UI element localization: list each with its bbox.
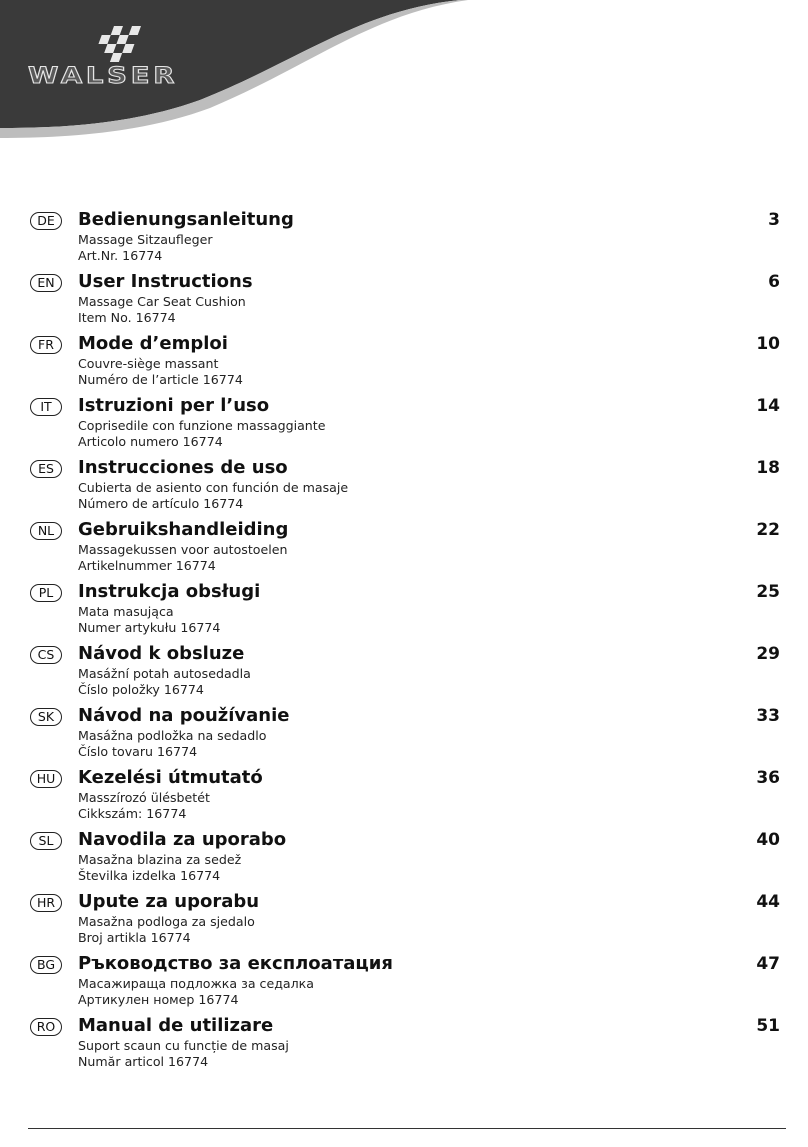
article-number: Številka izdelka 16774 [78, 867, 221, 883]
page-number: 14 [756, 396, 780, 416]
language-code-badge: DE [30, 212, 62, 230]
page-number: 29 [756, 644, 780, 664]
page-number: 10 [756, 334, 780, 354]
language-code-badge: PL [30, 584, 62, 602]
section-title: Istruzioni per l’uso [78, 395, 270, 416]
product-name: Masážní potah autosedadla [78, 666, 251, 681]
toc-entry[interactable] [0, 208, 808, 270]
language-code-badge: SL [30, 832, 62, 850]
section-title: Mode d’emploi [78, 333, 228, 354]
product-name: Masažna podloga za sjedalo [78, 914, 255, 929]
section-title: Instrukcja obsługi [78, 581, 261, 602]
product-name: Mata masująca [78, 604, 174, 619]
page-number: 51 [756, 1016, 780, 1036]
language-code-badge: HR [30, 894, 62, 912]
toc-entry[interactable] [0, 828, 808, 890]
page-number: 33 [756, 706, 780, 726]
toc-entry[interactable] [0, 394, 808, 456]
product-name: Масажираща подложка за седалка [78, 976, 315, 991]
toc-entry[interactable] [0, 1014, 808, 1076]
page-number: 25 [756, 582, 780, 602]
article-number: Артикулен номер 16774 [78, 991, 239, 1007]
language-code-badge: FR [30, 336, 62, 354]
article-number: Item No. 16774 [78, 309, 176, 325]
toc-entry[interactable] [0, 518, 808, 580]
product-name: Masažna blazina za sedež [78, 852, 242, 867]
product-name: Masszírozó ülésbetét [78, 790, 210, 805]
toc-entry[interactable] [0, 270, 808, 332]
page-number: 6 [768, 272, 780, 292]
article-number: Număr articol 16774 [78, 1053, 209, 1069]
section-title: Kezelési útmutató [78, 767, 263, 788]
language-code-badge: ES [30, 460, 62, 478]
page-number: 3 [768, 210, 780, 230]
language-code-badge: HU [30, 770, 62, 788]
article-number: Broj artikla 16774 [78, 929, 191, 945]
article-number: Číslo tovaru 16774 [78, 743, 198, 759]
article-number: Cikkszám: 16774 [78, 805, 187, 821]
product-name: Massage Car Seat Cushion [78, 294, 246, 309]
page-number: 40 [756, 830, 780, 850]
product-name: Masážna podložka na sedadlo [78, 728, 267, 743]
article-number: Numéro de l’article 16774 [78, 371, 243, 387]
table-of-contents [0, 208, 808, 1076]
section-title: Upute za uporabu [78, 891, 260, 912]
toc-entry[interactable] [0, 952, 808, 1014]
language-code-badge: NL [30, 522, 62, 540]
bottom-divider [28, 1128, 786, 1129]
article-number: Číslo položky 16774 [78, 681, 204, 697]
page-number: 22 [756, 520, 780, 540]
section-title: User Instructions [78, 271, 253, 292]
section-title: Bedienungsanleitung [78, 209, 294, 230]
product-name: Coprisedile con funzione massaggiante [78, 418, 326, 433]
page-number: 47 [756, 954, 780, 974]
language-code-badge: RO [30, 1018, 62, 1036]
product-name: Massagekussen voor autostoelen [78, 542, 288, 557]
toc-entry[interactable] [0, 642, 808, 704]
brand-logo-text: WALSER [28, 64, 179, 89]
language-code-badge: IT [30, 398, 62, 416]
language-code-badge: EN [30, 274, 62, 292]
article-number: Articolo numero 16774 [78, 433, 223, 449]
language-code-badge: BG [30, 956, 62, 974]
toc-entry[interactable] [0, 766, 808, 828]
section-title: Návod na používanie [78, 705, 290, 726]
product-name: Suport scaun cu funcție de masaj [78, 1038, 289, 1053]
product-name: Massage Sitzaufleger [78, 232, 213, 247]
page-number: 44 [756, 892, 780, 912]
section-title: Gebruikshandleiding [78, 519, 289, 540]
toc-entry[interactable] [0, 890, 808, 952]
page-number: 18 [756, 458, 780, 478]
section-title: Návod k obsluze [78, 643, 245, 664]
language-code-badge: SK [30, 708, 62, 726]
page-number: 36 [756, 768, 780, 788]
article-number: Art.Nr. 16774 [78, 247, 163, 263]
article-number: Numer artykułu 16774 [78, 619, 221, 635]
toc-entry[interactable] [0, 580, 808, 642]
section-title: Ръководство за експлоатация [78, 953, 393, 974]
section-title: Instrucciones de uso [78, 457, 288, 478]
toc-entry[interactable] [0, 704, 808, 766]
section-title: Manual de utilizare [78, 1015, 274, 1036]
toc-entry[interactable] [0, 456, 808, 518]
product-name: Couvre-siège massant [78, 356, 219, 371]
article-number: Artikelnummer 16774 [78, 557, 216, 573]
language-code-badge: CS [30, 646, 62, 664]
toc-entry[interactable] [0, 332, 808, 394]
product-name: Cubierta de asiento con función de masaje [78, 480, 349, 495]
article-number: Número de artículo 16774 [78, 495, 244, 511]
section-title: Navodila za uporabo [78, 829, 287, 850]
